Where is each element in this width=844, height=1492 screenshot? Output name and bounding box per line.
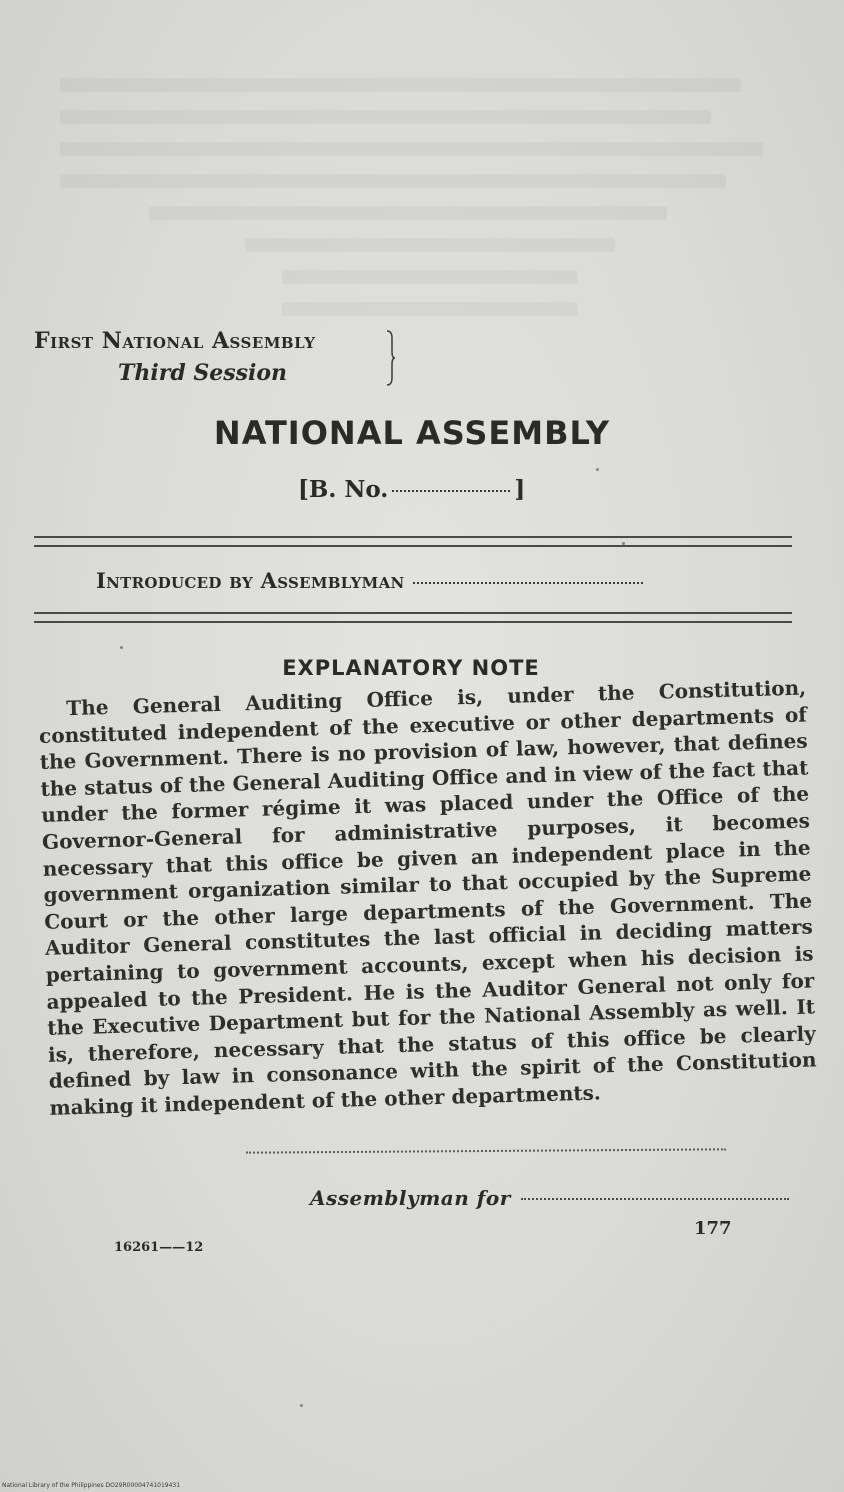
introduced-by bbox=[96, 568, 643, 593]
assemblyman-for bbox=[310, 1186, 789, 1210]
introduced-label: Introduced by Assemblyman bbox=[96, 568, 405, 593]
speck bbox=[596, 468, 599, 471]
explanatory-note-body: The General Auditing Office is, under the Constitution, constituted independent of the executive or other departments of the Government. There is no provision of law, however, that defines the status of the General Auditing Office and in view of the fact that under the former régime it was placed under the Office of the Governor-General for administrative purposes, it becomes necessary that this office be given an independent place in the government organization similar to that occupied by the Supreme Court or the other large departments of the Government. The Auditor General constitutes the last official in deciding matters pertaining to government accounts, except when his decision is appealed to the President. He is the Auditor General not only for the Executive Department but for the National Assembly as well. It is, therefore, necessary that the status of this office be clearly defined by law in consonance with the spirit of the Constitution making it independent of the other departments. bbox=[38, 675, 817, 1120]
bill-number-close: ] bbox=[514, 476, 526, 503]
page-number: 177 bbox=[694, 1218, 732, 1239]
print-code: 16261——12 bbox=[114, 1240, 204, 1255]
assemblyman-for-label: Assemblyman for bbox=[310, 1186, 511, 1210]
assembly-label: First National Assembly bbox=[34, 328, 316, 354]
double-rule-top bbox=[34, 536, 792, 547]
speck bbox=[120, 646, 123, 649]
session-header bbox=[34, 328, 414, 398]
page-title: NATIONAL ASSEMBLY bbox=[213, 414, 611, 452]
assemblyman-for-blank bbox=[521, 1198, 789, 1200]
bill-number bbox=[298, 476, 525, 503]
bill-number-label: [B. No. bbox=[298, 476, 389, 503]
reverse-bleed-through bbox=[60, 60, 800, 334]
speck bbox=[300, 1404, 303, 1407]
introduced-blank bbox=[413, 582, 643, 584]
bill-number-blank bbox=[392, 490, 510, 492]
explanatory-note-heading: EXPLANATORY NOTE bbox=[282, 656, 540, 680]
brace-icon bbox=[386, 330, 396, 386]
signature-line bbox=[246, 1148, 726, 1153]
speck bbox=[622, 542, 625, 545]
session-label: Third Session bbox=[118, 360, 288, 386]
footer-credit: National Library of the Philippines DO29R00004741019431 bbox=[2, 1482, 181, 1489]
double-rule-bottom bbox=[34, 612, 792, 623]
